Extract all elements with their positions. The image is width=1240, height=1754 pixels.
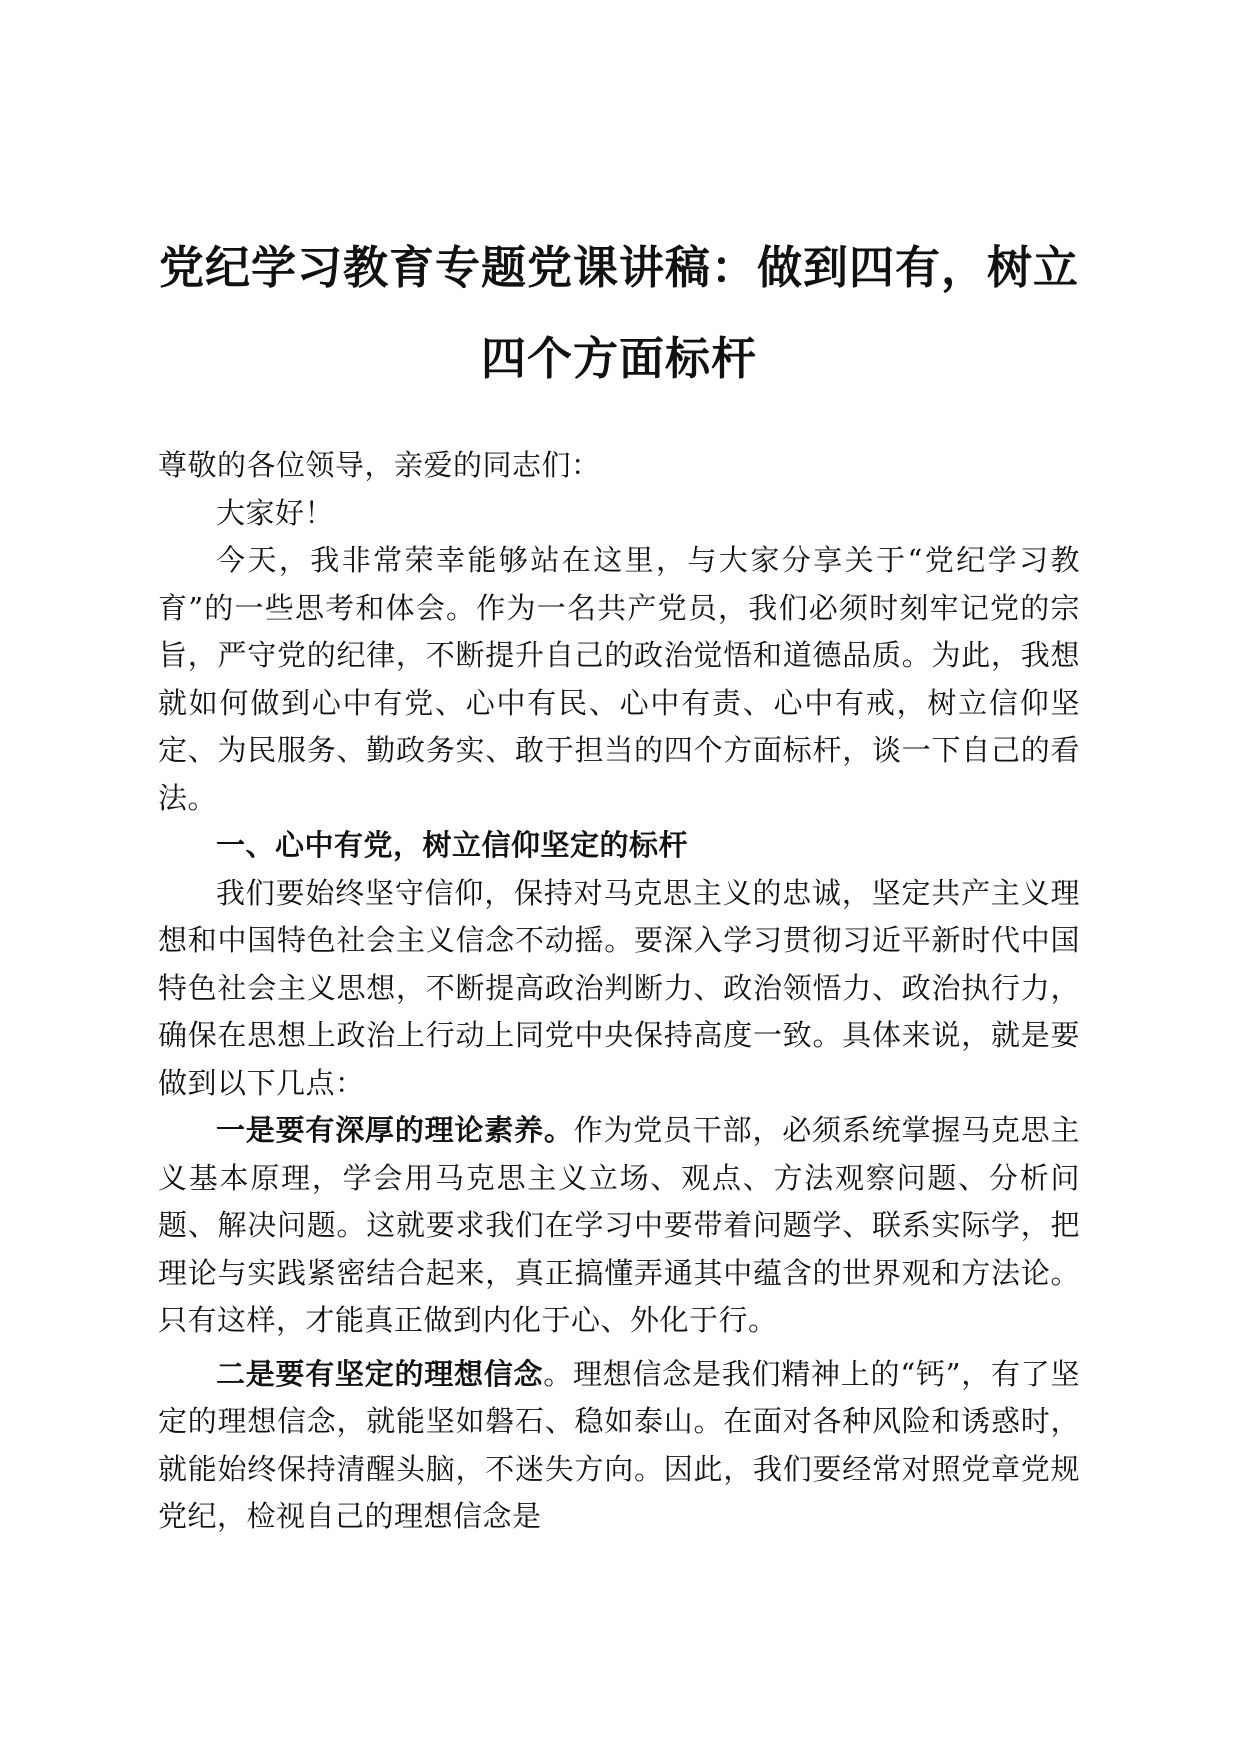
document-body — [158, 442, 1080, 1541]
point-1-lead: 一是要有深厚的理论素养。 — [216, 1113, 574, 1147]
intro-paragraph: 今天，我非常荣幸能够站在这里，与大家分享关于“党纪学习教育”的一些思考和体会。作为一名共产党员，我们必须时刻牢记党的宗旨，严守党的纪律，不断提升自己的政治觉悟和道德品质。为此，我想就如何做到心中有党、心中有民、心中有责、心中有戒，树立信仰坚定、为民服务、勤政务实、敢于担当的四个方面标杆，谈一下自己的看法。 — [158, 543, 1080, 815]
point-1-paragraph — [158, 1107, 1080, 1345]
title-line-2: 四个方面标杆 — [480, 332, 757, 385]
title-line-1: 党纪学习教育专题党课讲稿：做到四有，树立 — [158, 241, 1079, 294]
point-2-text: 。理想信念是我们精神上的“钙”，有了坚定的理想信念，就能坚如磐石、稳如泰山。在面对各种风险和诱惑时，就能始终保持清醒头脑，不迷失方向。因此，我们要经常对照党章党规党纪，检视自己的理想信念是 — [158, 1356, 1080, 1533]
section-1-heading: 一、心中有党，树立信仰坚定的标杆 — [216, 828, 689, 862]
point-1-text: 作为党员干部，必须系统掌握马克思主义基本原理，学会用马克思主义立场、观点、方法观察问题、分析问题、解决问题。这就要求我们在学习中要带着问题学、联系实际学，把理论与实践紧密结合起来，真正搞懂弄通其中蕴含的世界观和方法论。只有这样，才能真正做到内化于心、外化于行。 — [158, 1113, 1080, 1337]
point-2-lead: 二是要有坚定的理想信念 — [216, 1356, 544, 1391]
document-page — [158, 0, 1080, 1754]
point-2-paragraph — [158, 1351, 1080, 1541]
greeting: 大家好！ — [216, 495, 335, 530]
document-title — [158, 222, 1080, 404]
section-1-paragraph: 我们要始终坚守信仰，保持对马克思主义的忠诚，坚定共产主义理想和中国特色社会主义信念不动摇。要深入学习贯彻习近平新时代中国特色社会主义思想，不断提高政治判断力、政治领悟力、政治执行力，确保在思想上政治上行动上同党中央保持高度一致。具体来说，就是要做到以下几点： — [158, 875, 1080, 1100]
salutation: 尊敬的各位领导，亲爱的同志们： — [158, 448, 601, 482]
